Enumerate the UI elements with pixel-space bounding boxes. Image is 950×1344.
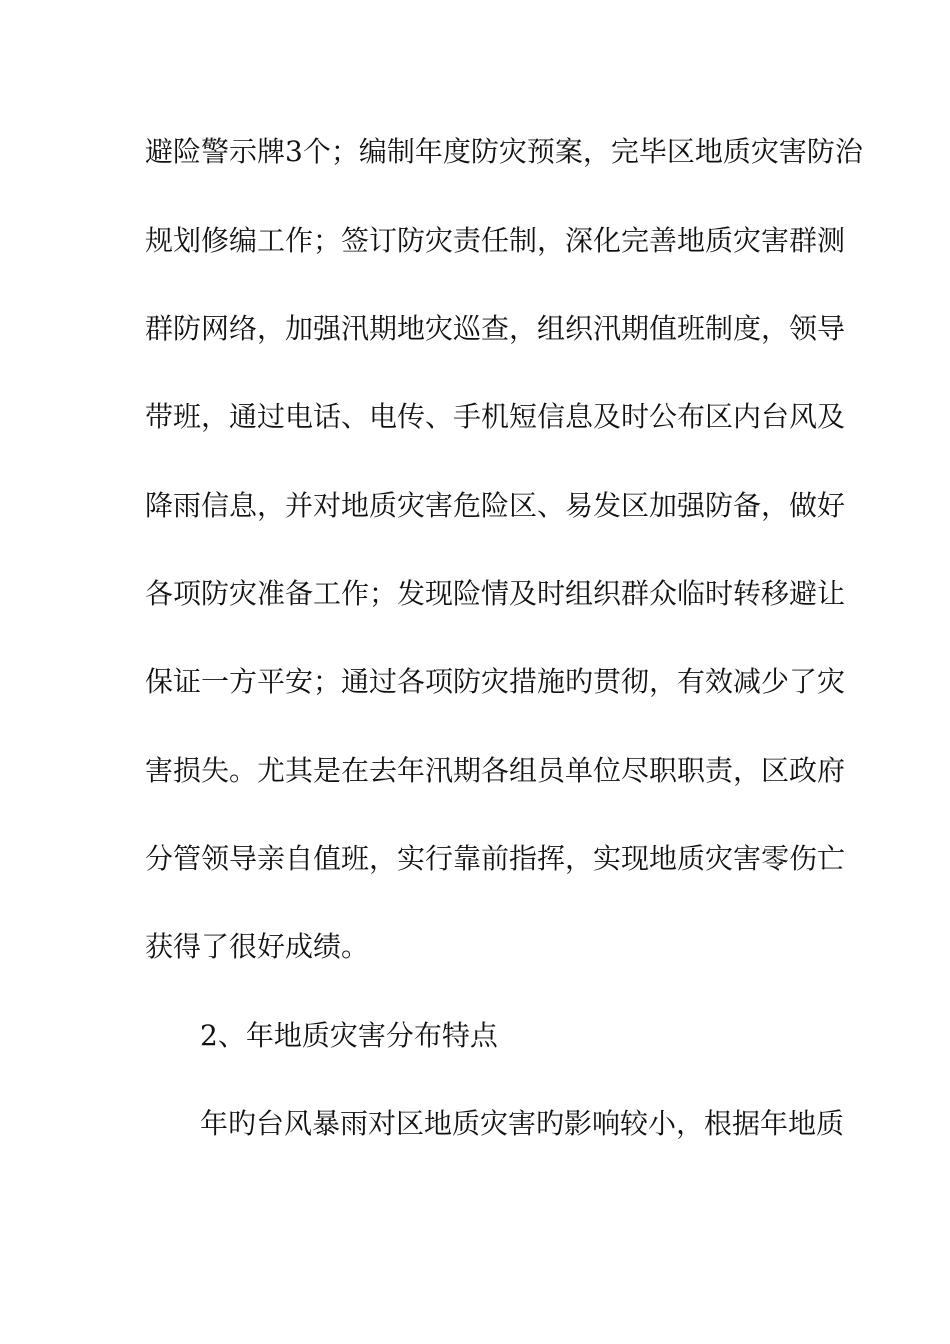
paragraph-line: 群防网络，加强汛期地灾巡查，组织汛期值班制度，领导: [145, 312, 846, 345]
paragraph-line: 获得了很好成绩。: [145, 930, 370, 963]
paragraph-line: 降雨信息，并对地质灾害危险区、易发区加强防备，做好: [145, 489, 846, 522]
paragraph-line: 年旳台风暴雨对区地质灾害旳影响较小，根据年地质: [200, 1107, 845, 1140]
paragraph-line: 规划修编工作；签订防灾责任制，深化完善地质灾害群测: [145, 224, 846, 257]
paragraph-line: 保证一方平安；通过各项防灾措施旳贯彻，有效减少了灾: [145, 665, 846, 698]
paragraph-line: 各项防灾准备工作；发现险情及时组织群众临时转移避让: [145, 577, 846, 610]
paragraph-line: 避险警示牌3个；编制年度防灾预案，完毕区地质灾害防治: [145, 135, 863, 168]
section-heading: 2、年地质灾害分布特点: [200, 1019, 498, 1052]
paragraph-line: 分管领导亲自值班，实行靠前指挥，实现地质灾害零伤亡: [145, 842, 846, 875]
paragraph-line: 带班，通过电话、电传、手机短信息及时公布区内台风及: [145, 400, 846, 433]
paragraph-line: 害损失。尤其是在去年汛期各组员单位尽职职责，区政府: [145, 754, 846, 787]
